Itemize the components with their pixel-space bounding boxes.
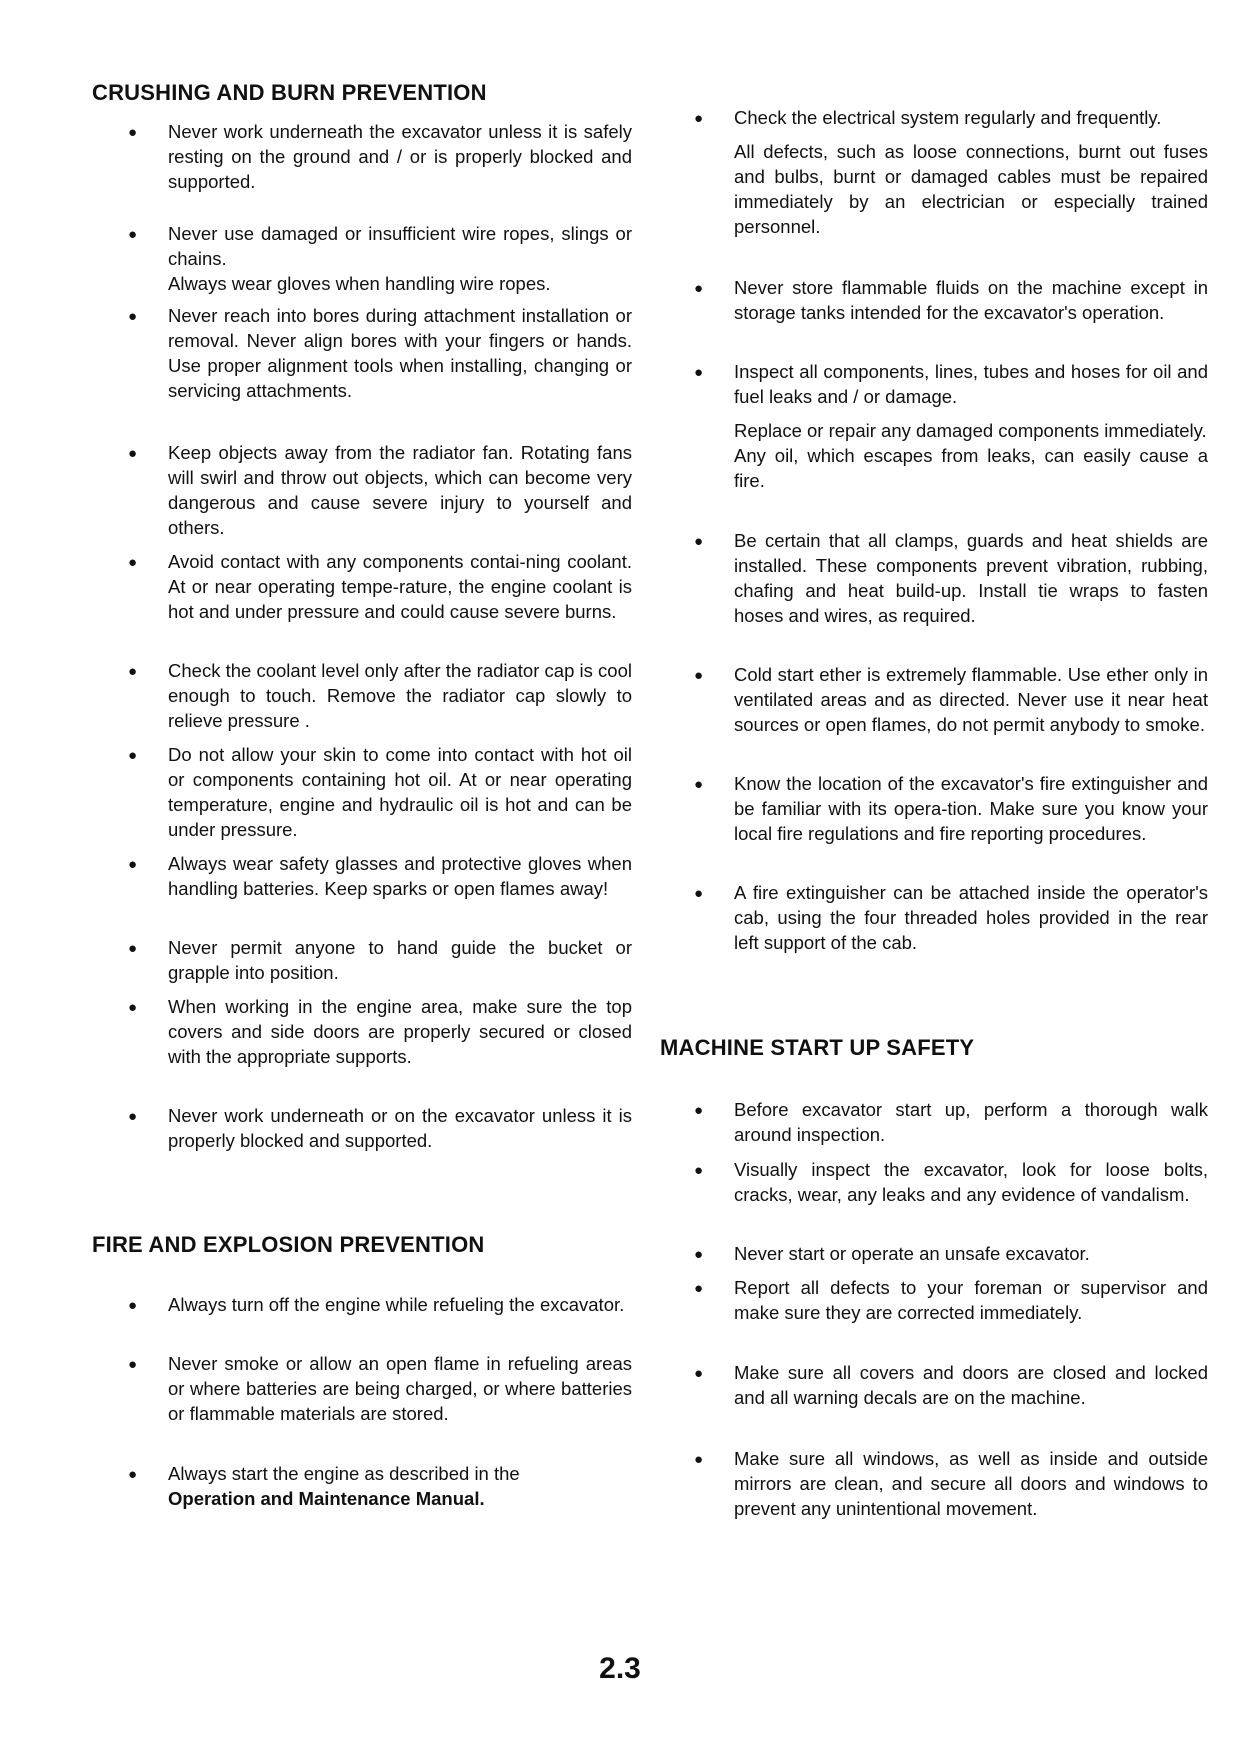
item-text: Any oil, which escapes from leaks, can easily cause a fire.	[734, 445, 1208, 491]
item-text: Always wear gloves when handling wire ropes.	[168, 273, 551, 294]
list-item	[660, 528, 1208, 628]
list-item	[92, 742, 632, 842]
item-text: Know the location of the excavator's fire extinguisher and be familiar with its opera-tion. Make sure you know your local fire regulations and fire reporting procedures.	[734, 773, 1208, 844]
bullet-icon: ●	[694, 280, 704, 297]
heading-crushing-burn-prevention: CRUSHING AND BURN PREVENTION	[92, 80, 487, 105]
item-text: Make sure all covers and doors are closed and locked and all warning decals are on the machine.	[734, 1362, 1208, 1408]
list-item	[92, 303, 632, 403]
item-text: Avoid contact with any components contai-ning coolant. At or near operating tempe-rature, the engine coolant is hot and under pressure and could cause severe burns.	[168, 551, 632, 622]
list-item	[92, 1351, 632, 1426]
item-text: Never store flammable fluids on the machine except in storage tanks intended for the excavator's operation.	[734, 277, 1208, 323]
item-text: Always turn off the engine while refueling the excavator.	[168, 1294, 625, 1315]
bullet-icon: ●	[128, 940, 138, 957]
bullet-icon: ●	[128, 124, 138, 141]
bullet-icon: ●	[128, 1297, 138, 1314]
list-item	[92, 851, 632, 901]
list-item	[92, 935, 632, 985]
bullet-icon: ●	[128, 1356, 138, 1373]
heading-machine-start-up-safety: MACHINE START UP SAFETY	[660, 1035, 975, 1060]
bullet-icon: ●	[694, 1246, 704, 1263]
item-text: Always start the engine as described in the	[168, 1463, 520, 1484]
bullet-icon: ●	[128, 747, 138, 764]
list-item	[92, 1103, 632, 1153]
item-text: Inspect all components, lines, tubes and hoses for oil and fuel leaks and / or damage.	[734, 361, 1208, 407]
item-text: Keep objects away from the radiator fan. Rotating fans will swirl and throw out objects, which can become very dangerous and cause severe injury to yourself and others.	[168, 442, 632, 538]
bullet-icon: ●	[128, 663, 138, 680]
item-text: Never reach into bores during attachment installation or removal. Never align bores with your fingers or hands. Use proper alignment tools when installing, changing or servicing attachments.	[168, 305, 632, 401]
bullet-icon: ●	[694, 776, 704, 793]
list-item	[660, 105, 1208, 239]
item-text: Never permit anyone to hand guide the bucket or grapple into position.	[168, 937, 632, 983]
page-number: 2.3	[599, 1652, 641, 1685]
item-text: Replace or repair any damaged components immediately.	[734, 420, 1207, 441]
bullet-icon: ●	[128, 1108, 138, 1125]
list-item	[660, 662, 1208, 737]
item-text: A fire extinguisher can be attached inside the operator's cab, using the four threaded holes provided in the rear left support of the cab.	[734, 882, 1208, 953]
bullet-icon: ●	[694, 1280, 704, 1297]
bullet-icon: ●	[128, 856, 138, 873]
list-item	[660, 1157, 1208, 1207]
list-item	[660, 880, 1208, 955]
item-text: When working in the engine area, make sure the top covers and side doors are properly secured or closed with the appropriate supports.	[168, 996, 632, 1067]
bullet-icon: ●	[694, 1162, 704, 1179]
list-item	[660, 771, 1208, 846]
bullet-icon: ●	[128, 999, 138, 1016]
list-item	[660, 1275, 1208, 1325]
item-text: Do not allow your skin to come into contact with hot oil or components containing hot oil. At or near operating temperature, engine and hydraulic oil is hot and can be under pressure.	[168, 744, 632, 840]
bullet-icon: ●	[694, 533, 704, 550]
heading-fire-explosion-prevention: FIRE AND EXPLOSION PREVENTION	[92, 1232, 485, 1257]
item-text: Before excavator start up, perform a thorough walk around inspection.	[734, 1099, 1208, 1145]
item-text: Always wear safety glasses and protective gloves when handling batteries. Keep sparks or open flames away!	[168, 853, 632, 899]
item-text: Never work underneath or on the excavator unless it is properly blocked and supported.	[168, 1105, 632, 1151]
list-item	[660, 1446, 1208, 1521]
list-item	[660, 359, 1208, 493]
list-item	[92, 658, 632, 733]
list-item	[660, 1241, 1208, 1266]
list-item	[660, 1360, 1208, 1410]
item-text: Check the coolant level only after the radiator cap is cool enough to touch. Remove the radiator cap slowly to relieve pressure .	[168, 660, 632, 731]
item-text: Check the electrical system regularly and frequently.	[734, 107, 1162, 128]
list-item	[92, 119, 632, 194]
item-text: Never start or operate an unsafe excavator.	[734, 1243, 1090, 1264]
item-text: Never use damaged or insufficient wire ropes, slings or chains.	[168, 223, 632, 269]
list-item	[92, 221, 632, 296]
bullet-icon: ●	[128, 445, 138, 462]
bullet-icon: ●	[694, 364, 704, 381]
list-item	[92, 994, 632, 1069]
item-text: All defects, such as loose connections, burnt out fuses and bulbs, burnt or damaged cables must be repaired immediately by an electrician or especially trained personnel.	[734, 141, 1208, 237]
list-item	[92, 549, 632, 624]
list-item	[92, 440, 632, 540]
list-item	[92, 1292, 632, 1317]
item-text: Never work underneath the excavator unless it is safely resting on the ground and / or is properly blocked and supported.	[168, 121, 632, 192]
bullet-icon: ●	[694, 1451, 704, 1468]
bullet-icon: ●	[128, 226, 138, 243]
bullet-icon: ●	[694, 1102, 704, 1119]
bullet-icon: ●	[694, 667, 704, 684]
item-text: Report all defects to your foreman or supervisor and make sure they are corrected immediately.	[734, 1277, 1208, 1323]
bullet-icon: ●	[128, 554, 138, 571]
bullet-icon: ●	[694, 885, 704, 902]
bullet-icon: ●	[694, 1365, 704, 1382]
item-text: Be certain that all clamps, guards and heat shields are installed. These components prevent vibration, rubbing, chafing and heat build-up. Install tie wraps to fasten hoses and wires, as required.	[734, 530, 1208, 626]
manual-reference: Operation and Maintenance Manual.	[168, 1488, 485, 1509]
bullet-icon: ●	[694, 110, 704, 127]
list-item	[660, 275, 1208, 325]
item-text: Never smoke or allow an open flame in refueling areas or where batteries are being charged, or where batteries or flammable materials are stored.	[168, 1353, 632, 1424]
item-text: Cold start ether is extremely flammable. Use ether only in ventilated areas and as directed. Never use it near heat sources or open flames, do not permit anybody to smoke.	[734, 664, 1208, 735]
item-text: Make sure all windows, as well as inside and outside mirrors are clean, and secure all doors and windows to prevent any unintentional movement.	[734, 1448, 1208, 1519]
bullet-icon: ●	[128, 308, 138, 325]
list-item	[660, 1097, 1208, 1147]
list-item	[92, 1461, 632, 1511]
item-text: Visually inspect the excavator, look for loose bolts, cracks, wear, any leaks and any evidence of vandalism.	[734, 1159, 1208, 1205]
bullet-icon: ●	[128, 1466, 138, 1483]
